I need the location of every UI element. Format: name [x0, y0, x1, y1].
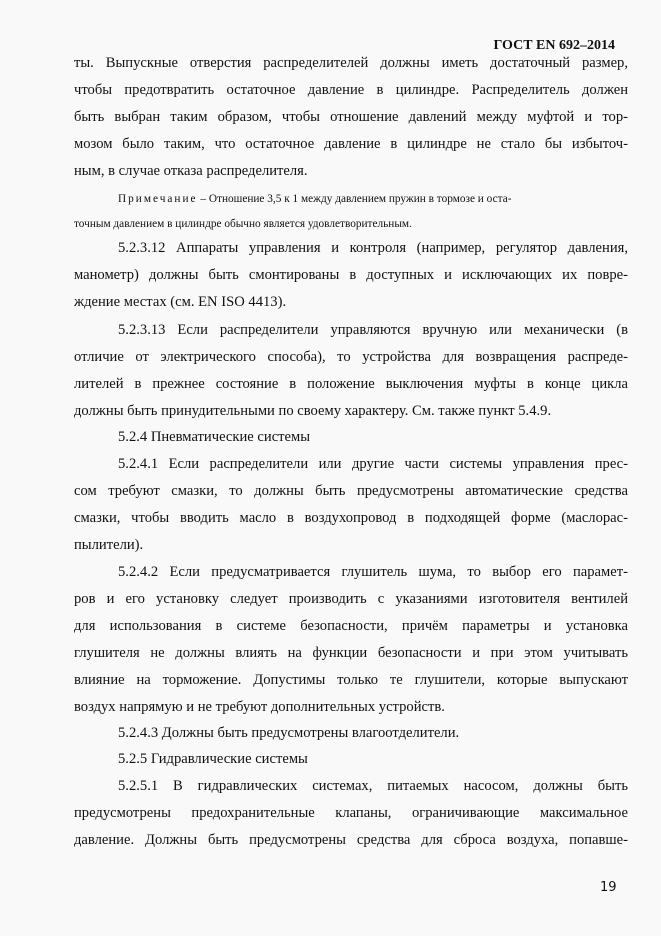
- text-line: смазки, чтобы вводить масло в воздухопровод в подходящей форме (маслорас-: [74, 510, 628, 526]
- text-line: пылители).: [74, 537, 144, 553]
- text-line: быть выбран таким образом, чтобы отношение давлений между муфтой и тор-: [74, 109, 628, 125]
- note-text: – Отношение 3,5 к 1 между давлением пружин в тормозе и оста-: [197, 193, 512, 205]
- text-line: давление. Должны быть предусмотрены средства для сброса воздуха, попавше-: [74, 832, 628, 848]
- text-line: лителей в прежнее состояние в положение выключения муфты в конце цикла: [74, 376, 628, 392]
- text-line: влияние на торможение. Допустимы только те глушители, которые выпускают: [74, 672, 628, 688]
- text-line: глушителя не должны влиять на функции безопасности и при этом учитывать: [74, 645, 628, 661]
- note-label: Примечание: [118, 193, 198, 205]
- clause-5-2-3-12: 5.2.3.12 Аппараты управления и контроля (например, регулятор давления,: [118, 240, 628, 256]
- text-line: отличие от электрического способа), то устройства для возвращения распреде-: [74, 349, 628, 365]
- text-line: должны быть принудительными по своему характеру. См. также пункт 5.4.9.: [74, 403, 552, 419]
- text-line: ждение местах (см. EN ISO 4413).: [74, 294, 287, 310]
- clause-5-2-4-1: 5.2.4.1 Если распределители или другие части системы управления прес-: [118, 456, 628, 472]
- text-line: чтобы предотвратить остаточное давление в цилиндре. Распределитель должен: [74, 82, 628, 98]
- section-heading-5-2-5: 5.2.5 Гидравлические системы: [118, 751, 308, 767]
- section-heading-5-2-4: 5.2.4 Пневматические системы: [118, 429, 311, 445]
- text-line: ров и его установку следует производить с указаниями изготовителя вентилей: [74, 591, 628, 607]
- page-number: 19: [600, 880, 617, 895]
- text-line: предусмотрены предохранительные клапаны, ограничивающие максимальное: [74, 805, 628, 821]
- clause-5-2-4-3: 5.2.4.3 Должны быть предусмотрены влагоотделители.: [118, 725, 460, 741]
- text-line: воздух напрямую и не требуют дополнительных устройств.: [74, 699, 445, 715]
- clause-5-2-4-2: 5.2.4.2 Если предусматривается глушитель шума, то выбор его парамет-: [118, 564, 628, 580]
- text-line: для использования в системе безопасности, причём параметры и установка: [74, 618, 628, 634]
- text-line: ным, в случае отказа распределителя.: [74, 163, 308, 179]
- text-line: ты. Выпускные отверстия распределителей должны иметь достаточный размер,: [74, 55, 628, 71]
- clause-5-2-5-1: 5.2.5.1 В гидравлических системах, питаемых насосом, должны быть: [118, 778, 628, 794]
- clause-5-2-3-13: 5.2.3.13 Если распределители управляются вручную или механически (в: [118, 322, 628, 338]
- text-line: сом требуют смазки, то должны быть предусмотрены автоматические средства: [74, 483, 628, 499]
- note-line-2: точным давлением в цилиндре обычно является удовлетворительным.: [74, 218, 412, 230]
- text-line: манометр) должны быть смонтированы в доступных и исключающих их повре-: [74, 267, 628, 283]
- text-line: мозом было таким, что остаточное давление в цилиндре не стало бы избыточ-: [74, 136, 628, 152]
- note-line-1: [118, 190, 628, 208]
- document-header: ГОСТ EN 692–2014: [493, 38, 615, 53]
